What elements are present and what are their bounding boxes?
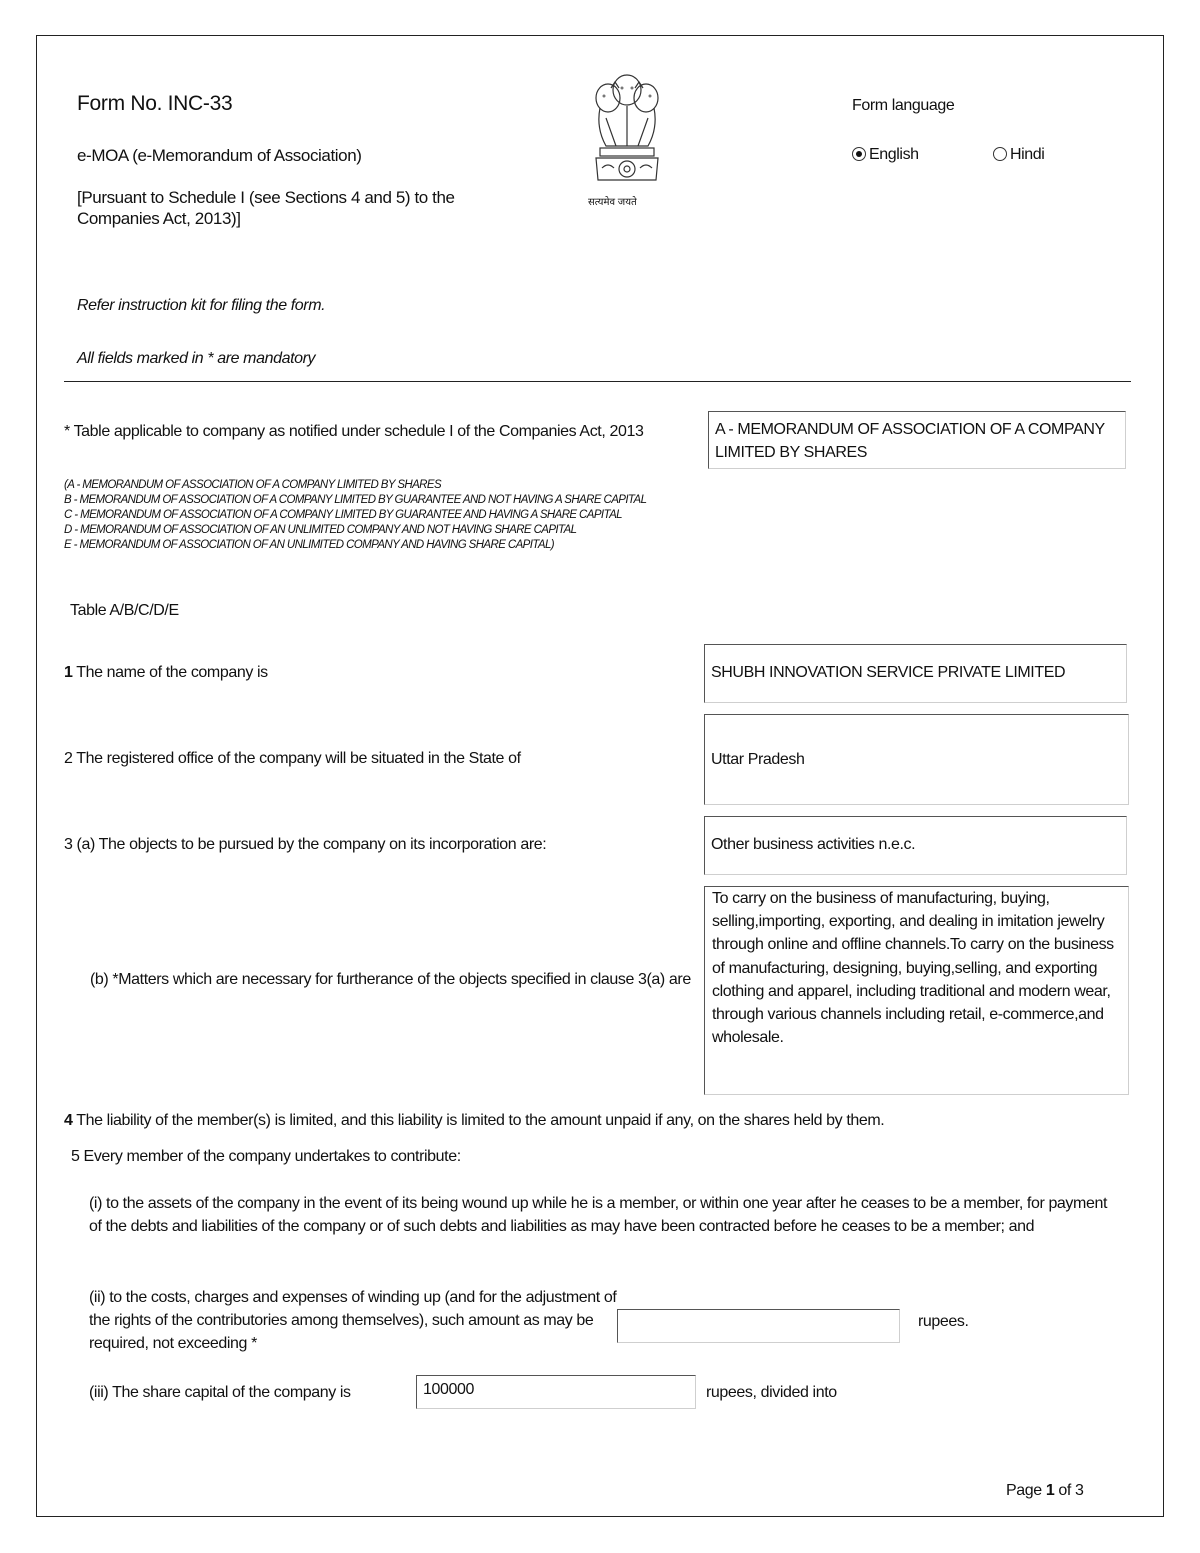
table-option-c: C - MEMORANDUM OF ASSOCIATION OF A COMPANY LIMITED BY GUARANTEE AND HAVING A SHARE CAPITAL	[64, 509, 622, 521]
matters-textarea[interactable]: To carry on the business of manufacturing, buying, selling,importing, exporting, and dealing in imitation jewelry through online and offline channels.To carry on the business of manufacturing, designing, buying,selling, and exporting clothing and apparel, including traditional and modern wear, through various channels including retail, e-commerce,and wholesale.	[704, 886, 1129, 1095]
company-name-field[interactable]: SHUBH INNOVATION SERVICE PRIVATE LIMITED	[704, 644, 1127, 703]
table-option-a: (A - MEMORANDUM OF ASSOCIATION OF A COMPANY LIMITED BY SHARES	[64, 479, 442, 491]
table-applicable-label: * Table applicable to company as notified under schedule I of the Companies Act, 2013	[64, 423, 644, 440]
language-option-english[interactable]: English	[852, 143, 919, 166]
table-option-e: E - MEMORANDUM OF ASSOCIATION OF AN UNLIMITED COMPANY AND HAVING SHARE CAPITAL)	[64, 539, 554, 551]
state-field[interactable]: Uttar Pradesh	[704, 714, 1129, 805]
pursuant-text: [Pursuant to Schedule I (see Sections 4 and 5) to the Companies Act, 2013)]	[77, 188, 455, 228]
table-option-d: D - MEMORANDUM OF ASSOCIATION OF AN UNLIMITED COMPANY AND NOT HAVING SHARE CAPITAL	[64, 524, 577, 536]
clause-3a-label: 3 (a) The objects to be pursued by the company on its incorporation are:	[64, 836, 547, 853]
language-option-hindi[interactable]: Hindi	[993, 143, 1044, 166]
table-options-list	[64, 478, 964, 553]
table-option-b: B - MEMORANDUM OF ASSOCIATION OF A COMPANY LIMITED BY GUARANTEE AND NOT HAVING A SHARE CAPITAL	[64, 494, 647, 506]
emblem-caption: सत्यमेव जयते	[588, 197, 637, 208]
clause-5-ii-text: (ii) to the costs, charges and expenses of winding up (and for the adjustment of the rights of the contributories among themselves), such amount as may be required, not exceeding *	[89, 1289, 617, 1352]
share-capital-field[interactable]: 100000	[416, 1375, 696, 1409]
rupees-unit-label: rupees.	[918, 1313, 969, 1330]
table-applicable-select[interactable]: A - MEMORANDUM OF ASSOCIATION OF A COMPANY LIMITED BY SHARES	[708, 411, 1126, 469]
clause-5-label: 5 Every member of the company undertakes to contribute:	[71, 1148, 461, 1165]
clause-1-label: 1 The name of the company is	[64, 664, 268, 681]
share-capital-unit-label: rupees, divided into	[706, 1384, 837, 1401]
national-emblem	[586, 68, 668, 213]
clause-5-i-text: (i) to the assets of the company in the event of its being wound up while he is a member, or within one year after he ceases to be a member, for payment of the debts and liabilities of the company or of such debts and liabilities as may have been contracted before he ceases to be a member; and	[89, 1195, 1108, 1235]
clause-4-number: 4	[64, 1112, 73, 1129]
header-divider	[64, 381, 1131, 382]
table-section-label: Table A/B/C/D/E	[70, 602, 179, 619]
instruction-note: Refer instruction kit for filing the form.	[77, 297, 326, 314]
radio-unselected-icon[interactable]	[993, 147, 1007, 161]
clause-2-label: 2 The registered office of the company will be situated in the State of	[64, 750, 521, 767]
radio-selected-icon[interactable]	[852, 147, 866, 161]
form-subtitle: e-MOA (e-Memorandum of Association)	[77, 146, 362, 165]
form-language-label: Form language	[852, 97, 955, 114]
winding-up-amount-field[interactable]	[617, 1309, 900, 1343]
clause-1-number: 1	[64, 664, 73, 681]
share-capital-label: (iii) The share capital of the company is	[89, 1384, 351, 1401]
form-number: Form No. INC-33	[77, 92, 233, 115]
lion-capital-icon	[586, 68, 668, 213]
page-number: Page 1 of 3	[1006, 1482, 1084, 1499]
objects-field[interactable]: Other business activities n.e.c.	[704, 816, 1127, 875]
clause-3b-label: (b) *Matters which are necessary for furtherance of the objects specified in clause 3(a) are	[90, 971, 691, 988]
mandatory-note: All fields marked in * are mandatory	[77, 350, 316, 367]
clause-4-text: 4 The liability of the member(s) is limited, and this liability is limited to the amount unpaid if any, on the shares held by them.	[64, 1112, 885, 1129]
